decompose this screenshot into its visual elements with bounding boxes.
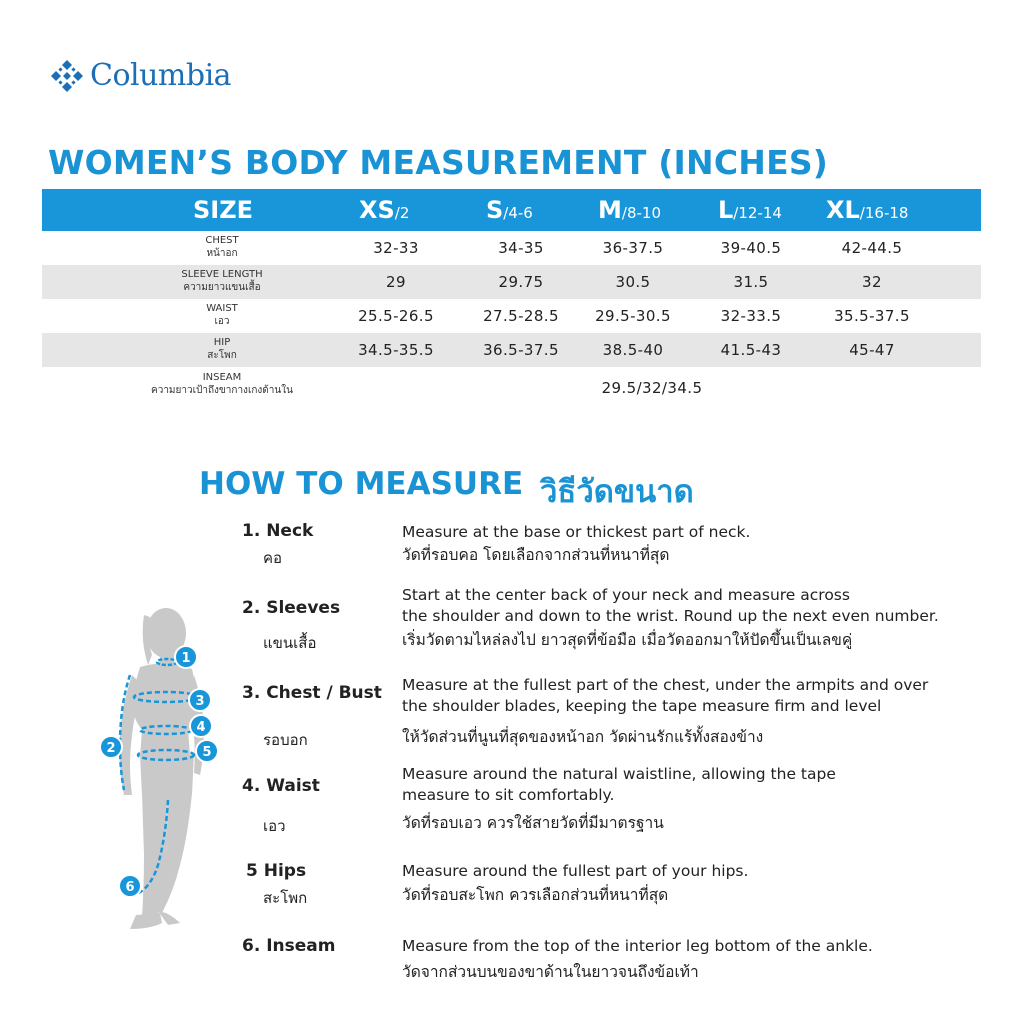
row-label: INSEAM [202,372,242,383]
row-label-th: หน้าอก [206,248,238,259]
marker-3 [189,689,211,711]
svg-text:5: 5 [202,745,212,760]
table-cell: 29.75 [498,273,544,291]
step-sleeves-heading-th: แขนเสื้อ [263,634,317,652]
table-cell: 32-33 [373,239,419,257]
size-header-m: M/8-10 [598,196,661,224]
table-cell: 36.5-37.5 [483,341,559,359]
table-row-sleeve [42,265,981,299]
row-label-th: ความยาวเป้าถึงขากางเกงด้านใน [151,385,293,396]
table-cell: 31.5 [733,273,769,291]
step-hips-heading-th: สะโพก [263,889,308,907]
step-waist-desc-th: วัดที่รอบเอว ควรใช้สายวัดที่มีมาตรฐาน [402,814,664,832]
table-header [42,189,981,231]
step-sleeves-desc: Start at the center back of your neck and measure across [402,586,850,604]
row-label: CHEST [205,235,239,246]
size-header-s: S/4-6 [486,196,533,224]
table-row-inseam [42,367,981,407]
step-chest-heading-th: รอบอก [263,731,308,749]
step-waist-desc: measure to sit comfortably. [402,786,615,804]
svg-text:4: 4 [196,720,206,735]
table-row-chest [42,231,981,265]
step-neck-heading: 1. Neck [242,521,314,541]
row-label-th: สะโพก [207,350,237,361]
step-sleeves-desc: the shoulder and down to the wrist. Round up the next even number. [402,607,939,625]
marker-6 [119,875,141,897]
table-cell: 30.5 [615,273,651,291]
step-waist-heading-th: เอว [263,817,286,835]
size-table [42,189,981,407]
step-sleeves-desc-th: เริ่มวัดตามไหล่ลงไป ยาวสุดที่ข้อมือ เมื่อวัดออกมาให้ปัดขึ้นเป็นเลขคู่ [402,631,853,649]
svg-text:2: 2 [106,741,116,756]
step-sleeves-heading: 2. Sleeves [242,598,341,618]
step-waist-heading: 4. Waist [242,776,320,796]
how-to-title: HOW TO MEASURE [199,466,524,502]
step-chest-desc-th: ให้วัดส่วนที่นูนที่สุดของหน้าอก วัดผ่านรักแร้ทั้งสองข้าง [402,728,764,746]
table-cell: 25.5-26.5 [358,307,434,325]
table-cell: 38.5-40 [602,341,664,359]
svg-text:6: 6 [125,880,135,895]
table-cell: 45-47 [849,341,895,359]
marker-5 [196,740,218,762]
row-label: WAIST [206,303,238,314]
inseam-value: 29.5/32/34.5 [601,379,703,397]
step-chest-desc: Measure at the fullest part of the chest, under the armpits and over [402,676,929,694]
body-figure-illustration [70,595,230,935]
step-hips-desc: Measure around the fullest part of your hips. [402,862,749,880]
size-header-label: SIZE [193,196,254,224]
brand-name: Columbia [90,58,232,93]
table-cell: 29 [386,273,406,291]
table-cell: 41.5-43 [720,341,782,359]
step-hips-heading: 5 Hips [246,861,307,881]
table-cell: 32 [862,273,882,291]
table-cell: 34.5-35.5 [358,341,434,359]
table-cell: 32-33.5 [720,307,782,325]
page-title: WOMEN’S BODY MEASUREMENT (INCHES) [48,143,829,182]
marker-2 [100,736,122,758]
step-chest-heading: 3. Chest / Bust [242,683,382,703]
step-neck-desc: Measure at the base or thickest part of neck. [402,523,751,541]
step-waist-desc: Measure around the natural waistline, allowing the tape [402,765,836,783]
table-cell: 29.5-30.5 [595,307,671,325]
row-label: SLEEVE LENGTH [181,269,263,280]
table-row-waist [42,299,981,333]
size-header-l: L/12-14 [718,196,782,224]
size-header-xs: XS/2 [359,196,410,224]
row-label-th: ความยาวแขนเสื้อ [183,282,261,293]
step-neck-heading-th: คอ [263,549,283,567]
size-header-xl: XL/16-18 [826,196,909,224]
columbia-logo [50,58,231,93]
table-cell: 36-37.5 [602,239,664,257]
table-cell: 35.5-37.5 [834,307,910,325]
how-to-title-th: วิธีวัดขนาด [540,474,694,510]
table-cell: 42-44.5 [841,239,903,257]
svg-text:3: 3 [195,694,205,709]
row-label-th: เอว [214,316,230,327]
step-neck-desc-th: วัดที่รอบคอ โดยเลือกจากส่วนที่หนาที่สุด [402,546,670,564]
row-label: HIP [213,337,231,348]
table-row-hip [42,333,981,367]
step-inseam-heading: 6. Inseam [242,936,336,956]
marker-4 [190,715,212,737]
svg-text:1: 1 [181,651,191,666]
columbia-diamond-icon [50,59,84,93]
table-cell: 34-35 [498,239,544,257]
table-cell: 39-40.5 [720,239,782,257]
step-hips-desc-th: วัดที่รอบสะโพก ควรเลือกส่วนที่หนาที่สุด [402,886,669,904]
marker-1 [175,646,197,668]
table-cell: 27.5-28.5 [483,307,559,325]
step-inseam-desc: Measure from the top of the interior leg bottom of the ankle. [402,937,873,955]
step-inseam-desc-th: วัดจากส่วนบนของขาด้านในยาวจนถึงข้อเท้า [402,963,699,981]
step-chest-desc: the shoulder blades, keeping the tape measure firm and level [402,697,882,715]
